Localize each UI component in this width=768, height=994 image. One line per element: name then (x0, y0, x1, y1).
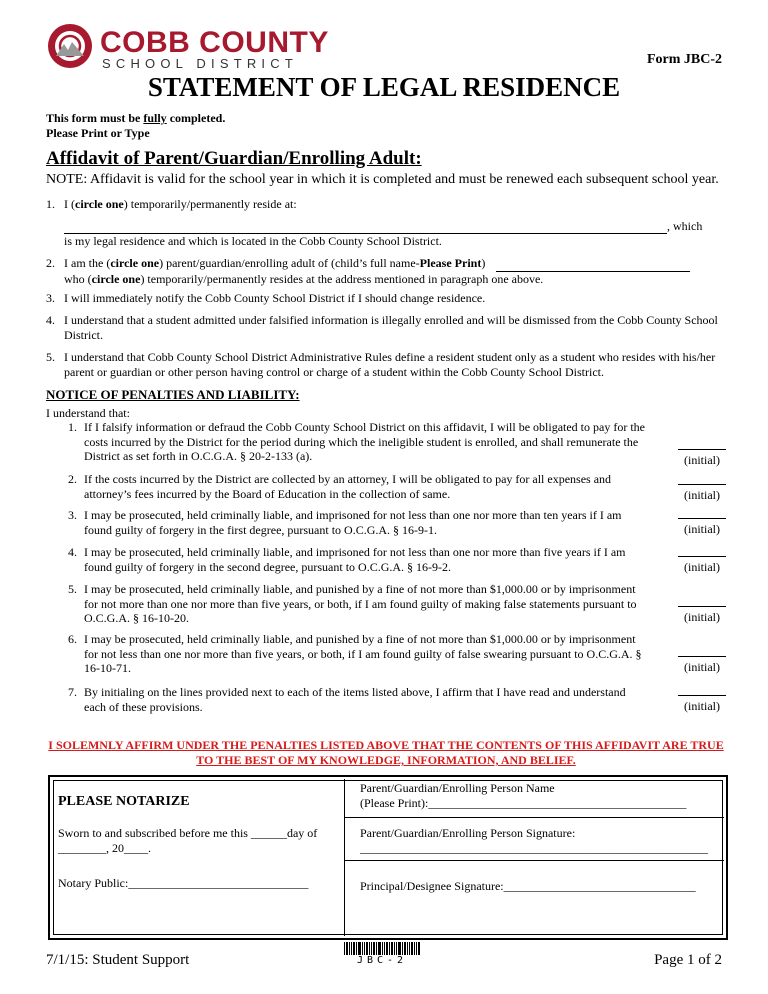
penalty-item-5: 5. I may be prosecuted, held criminally liable, and punished by a fine of not more than $1,000.00 or by imprisonment for not more than one nor more than five years, or both, if I am found guilty of making false statements pursuant to O.C.G.A. § 16-10-20. (68, 582, 637, 625)
sworn-statement[interactable]: Sworn to and subscribed before me this ______day of ________, 20____. (58, 826, 318, 855)
affidavit-note: NOTE: Affidavit is valid for the school year in which it is completed and must be renewed each subsequent school year. (46, 172, 719, 187)
initial-field-4[interactable]: (initial) (678, 556, 726, 575)
parent-name-field[interactable]: Parent/Guardian/Enrolling Person Name (Please Print):___________________________________________ (360, 781, 687, 810)
page-number: Page 1 of 2 (654, 952, 722, 968)
parent-signature-label: Parent/Guardian/Enrolling Person Signature: (360, 826, 576, 840)
barcode-label: JBC-2 (342, 955, 422, 966)
notary-hdivider-1 (345, 817, 724, 818)
parent-signature-field[interactable]: __________________________________________________________ (360, 841, 708, 855)
affidavit-item-4: 4. I understand that a student admitted under falsified information is illegally enrolled and will be dismissed from the Cobb County School District. (46, 313, 718, 342)
initial-field-1[interactable]: (initial) (678, 449, 726, 468)
form-id: Form JBC-2 (646, 52, 722, 67)
footer-date: 7/1/15: Student Support (46, 952, 190, 968)
org-name: COBB COUNTY (100, 26, 329, 59)
child-name-field[interactable] (496, 256, 690, 272)
penalty-item-2: 2. If the costs incurred by the District are collected by an attorney, I will be obligated to pay for all expenses and attorney’s fees incurred by the Board of Education in the collection of same. (68, 472, 612, 501)
address-field[interactable] (64, 219, 667, 235)
penalty-item-3: 3. I may be prosecuted, held criminally liable, and imprisoned for not less than one nor more than ten years if I am found guilty of forgery in the first degree, pursuant to O.C.G.A. § 16-9-1. (68, 508, 622, 537)
penalty-item-6: 6. I may be prosecuted, held criminally liable, and punished by a fine of not more than $1,000.00 or by imprisonment for not less than one nor more than five years, or both, if I am found guilty of false swearing pursuant to O.C.G.A. § 16-10-71. (68, 632, 642, 675)
affidavit-item-1: 1. I (circle one) temporarily/permanently reside at: , which is my legal residence and which is located in the Cobb County School District. (46, 197, 703, 248)
affidavit-item-2: 2. I am the (circle one) parent/guardian/enrolling adult of (child’s full name-Please Print) who (circle one) temporarily/permanently resides at the address mentioned in paragraph one above. (46, 256, 726, 286)
org-subtitle: SCHOOL DISTRICT (102, 56, 298, 71)
affidavit-title: Affidavit of Parent/Guardian/Enrolling Adult: (46, 148, 422, 169)
initial-field-2[interactable]: (initial) (678, 484, 726, 503)
instructions: This form must be fully completed. Please Print or Type (46, 111, 226, 140)
affirmation-statement: I SOLEMNLY AFFIRM UNDER THE PENALTIES LISTED ABOVE THAT THE CONTENTS OF THIS AFFIDAVIT ARE TRUE TO THE BEST OF MY KNOWLEDGE, INFORMATION, AND BELIEF. (48, 738, 724, 767)
penalties-title: NOTICE OF PENALTIES AND LIABILITY: (46, 387, 300, 402)
initial-field-6[interactable]: (initial) (678, 656, 726, 675)
initial-field-3[interactable]: (initial) (678, 518, 726, 537)
notarize-heading: PLEASE NOTARIZE (58, 794, 190, 809)
penalties-intro: I understand that: (46, 406, 130, 420)
initial-field-7[interactable]: (initial) (678, 695, 726, 714)
initial-field-5[interactable]: (initial) (678, 606, 726, 625)
penalty-item-4: 4. I may be prosecuted, held criminally liable, and imprisoned for not less than one nor more than five years if I am found guilty of forgery in the second degree, pursuant to O.C.G.A. § 16-9-2. (68, 545, 626, 574)
notary-public-field[interactable]: Notary Public:______________________________ (58, 876, 309, 890)
penalty-item-1: 1. If I falsify information or defraud the Cobb County School District on this affidavit, I will be obligated to pay for the costs incurred by the District for the period during which the ineligible student is enrolled, and shall remunerate the District as set forth in O.C.G.A. § 20-2-133 (a). (68, 420, 645, 463)
page-title: STATEMENT OF LEGAL RESIDENCE (147, 72, 621, 102)
affidavit-item-3: 3. I will immediately notify the Cobb County School District if I should change residence. (46, 291, 486, 305)
notary-divider (344, 779, 345, 936)
affidavit-item-5: 5. I understand that Cobb County School District Administrative Rules define a resident student only as a student who resides with his/her parent or guardian or other person having control or charge of a student within the Cobb County School District. (46, 350, 716, 379)
penalty-item-7: 7. By initialing on the lines provided next to each of the items listed above, I affirm that I have read and understand each of these provisions. (68, 685, 626, 714)
principal-signature-field[interactable]: Principal/Designee Signature:________________________________ (360, 879, 696, 893)
notary-hdivider-2 (345, 860, 724, 861)
